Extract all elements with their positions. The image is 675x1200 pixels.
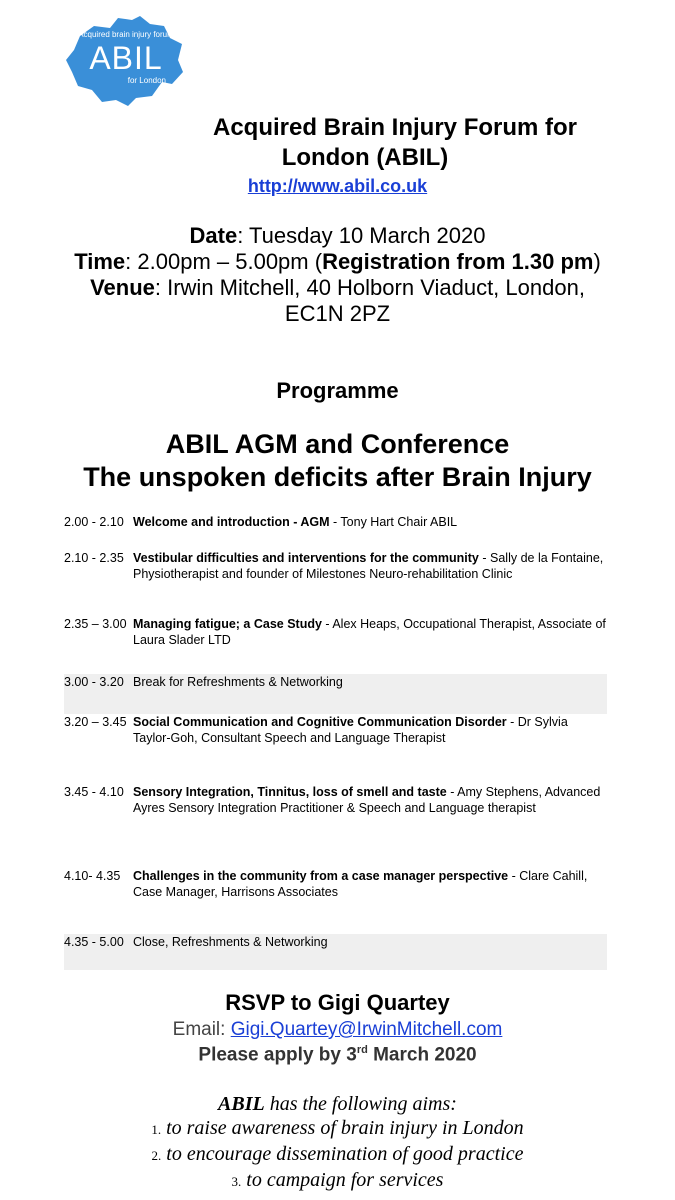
session-title: Vestibular difficulties and interventions for the community: [133, 551, 479, 565]
apply-deadline: [0, 1044, 675, 1066]
schedule-time: 3.45 - 4.10: [64, 785, 124, 799]
aim-text: to raise awareness of brain injury in London: [166, 1117, 524, 1139]
schedule-time: 2.00 - 2.10: [64, 515, 124, 529]
aim-item: [0, 1142, 675, 1168]
schedule-description: [133, 550, 607, 616]
apply-text: Please apply by 3: [198, 1044, 357, 1066]
time-label: Time: [74, 249, 126, 274]
email-line: [0, 1019, 675, 1041]
session-detail: Break for Refreshments & Networking: [133, 675, 343, 689]
schedule-time: 2.10 - 2.35: [64, 551, 124, 565]
schedule-description: [133, 784, 607, 868]
aim-item: [0, 1168, 675, 1194]
session-detail: - Alex Heaps, Occupational Therapist, Associate of Laura Slader LTD: [133, 617, 606, 647]
logo-bottom-text: for London: [127, 76, 166, 85]
aim-text: to campaign for services: [246, 1169, 444, 1191]
title-line-1: Acquired Brain Injury Forum for: [212, 114, 578, 141]
schedule-time: 4.10- 4.35: [64, 869, 121, 883]
schedule-table: [64, 514, 607, 970]
title-line-2: London (ABIL): [281, 144, 449, 171]
headline-line-1: ABIL AGM and Conference: [165, 429, 510, 459]
schedule-time: 3.20 – 3.45: [64, 715, 127, 729]
aim-item: [0, 1116, 675, 1142]
date-label: Date: [189, 223, 238, 248]
headline-line-2: The unspoken deficits after Brain Injury: [83, 462, 592, 492]
venue-value: : Irwin Mitchell, 40 Holborn Viaduct, London, EC1N 2PZ: [154, 275, 585, 326]
session-detail: - Clare Cahill, Case Manager, Harrisons Associates: [133, 869, 588, 899]
schedule-time: 3.00 - 3.20: [64, 674, 133, 714]
schedule-row: [64, 784, 607, 868]
schedule-row: [64, 868, 607, 934]
apply-tail: March 2020: [367, 1044, 477, 1066]
venue-row: [60, 275, 615, 327]
schedule-description: [133, 934, 607, 970]
schedule-description: [133, 674, 607, 714]
aims-intro: [0, 1092, 675, 1116]
schedule-description: [133, 514, 607, 550]
schedule-description: [133, 616, 607, 674]
session-detail: Close, Refreshments & Networking: [133, 935, 328, 949]
session-title: Welcome and introduction - AGM: [133, 515, 330, 529]
session-title: Managing fatigue; a Case Study: [133, 617, 322, 631]
email-link[interactable]: Gigi.Quartey@IrwinMitchell.com: [230, 1019, 503, 1040]
date-row: [60, 223, 615, 249]
website-link-wrapper: [0, 176, 675, 197]
website-link[interactable]: http://www.abil.co.uk: [247, 176, 428, 196]
schedule-row: [64, 714, 607, 784]
schedule-time: 4.35 - 5.00: [64, 934, 133, 970]
schedule-row: [64, 514, 607, 550]
session-title: Sensory Integration, Tinnitus, loss of smell and taste: [133, 785, 447, 799]
event-info: [60, 223, 615, 327]
rsvp-heading: RSVP to Gigi Quartey: [225, 990, 450, 1015]
session-detail: - Amy Stephens, Advanced Ayres Sensory Integration Practitioner & Speech and Language therapist: [133, 785, 601, 815]
aim-number: 3.: [231, 1174, 242, 1189]
schedule-row-break: [64, 934, 607, 970]
abil-logo: [66, 14, 184, 106]
session-title: Challenges in the community from a case manager perspective: [133, 869, 509, 883]
page-title: [150, 113, 640, 173]
schedule-description: [133, 868, 607, 934]
venue-label: Venue: [90, 275, 155, 300]
schedule-row: [64, 616, 607, 674]
session-detail: - Tony Hart Chair ABIL: [329, 515, 458, 529]
logo-top-text: Acquired brain injury forum: [78, 30, 174, 39]
email-label: Email:: [172, 1019, 231, 1040]
logo-main-text: ABIL: [89, 40, 163, 76]
aim-text: to encourage dissemination of good practice: [166, 1143, 524, 1165]
schedule-description: [133, 714, 607, 784]
time-row: [60, 249, 615, 275]
aims-intro-bold: ABIL: [218, 1093, 265, 1115]
programme-heading: Programme: [276, 378, 399, 403]
time-close: ): [593, 249, 601, 274]
aim-number: 1.: [151, 1122, 162, 1137]
aim-number: 2.: [151, 1148, 162, 1163]
registration-time: Registration from 1.30 pm: [322, 249, 594, 274]
aims-intro-rest: has the following aims:: [264, 1093, 457, 1115]
time-value: : 2.00pm – 5.00pm (: [125, 249, 323, 274]
session-title: Social Communication and Cognitive Communication Disorder: [133, 715, 507, 729]
aims-section: [0, 1092, 675, 1194]
date-value: : Tuesday 10 March 2020: [237, 223, 486, 248]
schedule-row: [64, 550, 607, 616]
session-detail: - Sally de la Fontaine, Physiotherapist and founder of Milestones Neuro-rehabilitation Clinic: [133, 551, 604, 581]
apply-sup: rd: [356, 1044, 368, 1056]
session-detail: - Dr Sylvia Taylor-Goh, Consultant Speech and Language Therapist: [133, 715, 568, 745]
conference-headline: [0, 428, 675, 494]
schedule-row-break: [64, 674, 607, 714]
schedule-time: 2.35 – 3.00: [64, 617, 127, 631]
